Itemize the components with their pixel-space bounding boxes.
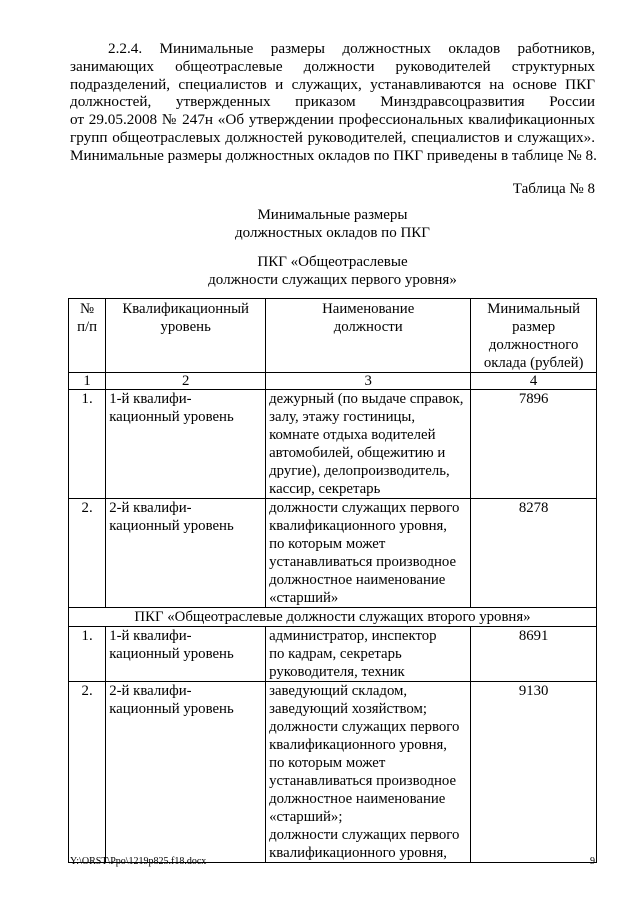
intro-line: от 29.05.2008 № 247н «Об утверждении профессиональных квалификационных (70, 111, 595, 129)
section-title: ПКГ «Общеотраслевые должности служащих второго уровня» (69, 608, 597, 627)
intro-line: подразделений, специалистов и служащих, устанавливаются на основе ПКГ (70, 75, 595, 93)
intro-line: занимающих общеотраслевые должности руководителей структурных (70, 57, 595, 75)
row-level: 1-й квалифи- кационный уровень (106, 390, 266, 499)
table-row (69, 627, 597, 682)
intro-line: групп общеотраслевых должностей руководителей, специалистов и служащих». (70, 128, 595, 146)
salary-table (68, 298, 597, 863)
column-number-row (69, 373, 597, 390)
table-caption: Минимальные размеры должностных окладов по ПКГ (235, 207, 430, 241)
intro-paragraph (70, 40, 595, 165)
row-num: 2. (69, 499, 106, 608)
header-salary: Минимальный размер должностного оклада (рублей) (471, 299, 597, 373)
group-caption: ПКГ «Общеотраслевые должности служащих первого уровня» (208, 254, 457, 288)
intro-line: 2.2.4. Минимальные размеры должностных окладов работников, (108, 40, 595, 57)
row-salary: 8691 (471, 627, 597, 682)
row-salary: 7896 (471, 390, 597, 499)
row-positions: должности служащих первого квалификационного уровня, по которым может устанавливаться производное должностное наименование «старший» (266, 499, 471, 608)
header-position: Наименование должности (266, 299, 471, 373)
header-level: Квалификационный уровень (106, 299, 266, 373)
row-positions: администратор, инспектор по кадрам, секретарь руководителя, техник (266, 627, 471, 682)
footer-file-path: Y:\ORST\Ppo\1219p825.f18.docx (70, 856, 207, 867)
col-number: 2 (106, 373, 266, 390)
row-num: 2. (69, 682, 106, 863)
row-level: 1-й квалифи- кационный уровень (106, 627, 266, 682)
row-positions: дежурный (по выдаче справок, залу, этажу гостиницы, комнате отдыха водителей автомобилей, общежитию и другие), делопроизводитель, кассир, секретарь (266, 390, 471, 499)
table-row (69, 390, 597, 499)
row-positions: заведующий складом, заведующий хозяйством; должности служащих первого квалификационного уровня, по которым может устанавливаться производное должностное наименование «старший»; должности служащих первого квалификационного уровня, (266, 682, 471, 863)
row-salary: 8278 (471, 499, 597, 608)
page-number: 9 (590, 856, 595, 867)
row-num: 1. (69, 390, 106, 499)
section-row (69, 608, 597, 627)
table-row (69, 499, 597, 608)
intro-line: Минимальные размеры должностных окладов по ПКГ приведены в таблице № 8. (70, 146, 597, 164)
row-salary: 9130 (471, 682, 597, 863)
col-number: 4 (471, 373, 597, 390)
row-level: 2-й квалифи- кационный уровень (106, 682, 266, 863)
table-label: Таблица № 8 (512, 181, 595, 197)
table-row (69, 682, 597, 863)
header-num: № п/п (69, 299, 106, 373)
col-number: 3 (266, 373, 471, 390)
table-header-row (69, 299, 597, 373)
row-level: 2-й квалифи- кационный уровень (106, 499, 266, 608)
row-num: 1. (69, 627, 106, 682)
col-number: 1 (69, 373, 106, 390)
intro-line: должностей, утвержденных приказом Минздравсоцразвития России (70, 93, 595, 111)
